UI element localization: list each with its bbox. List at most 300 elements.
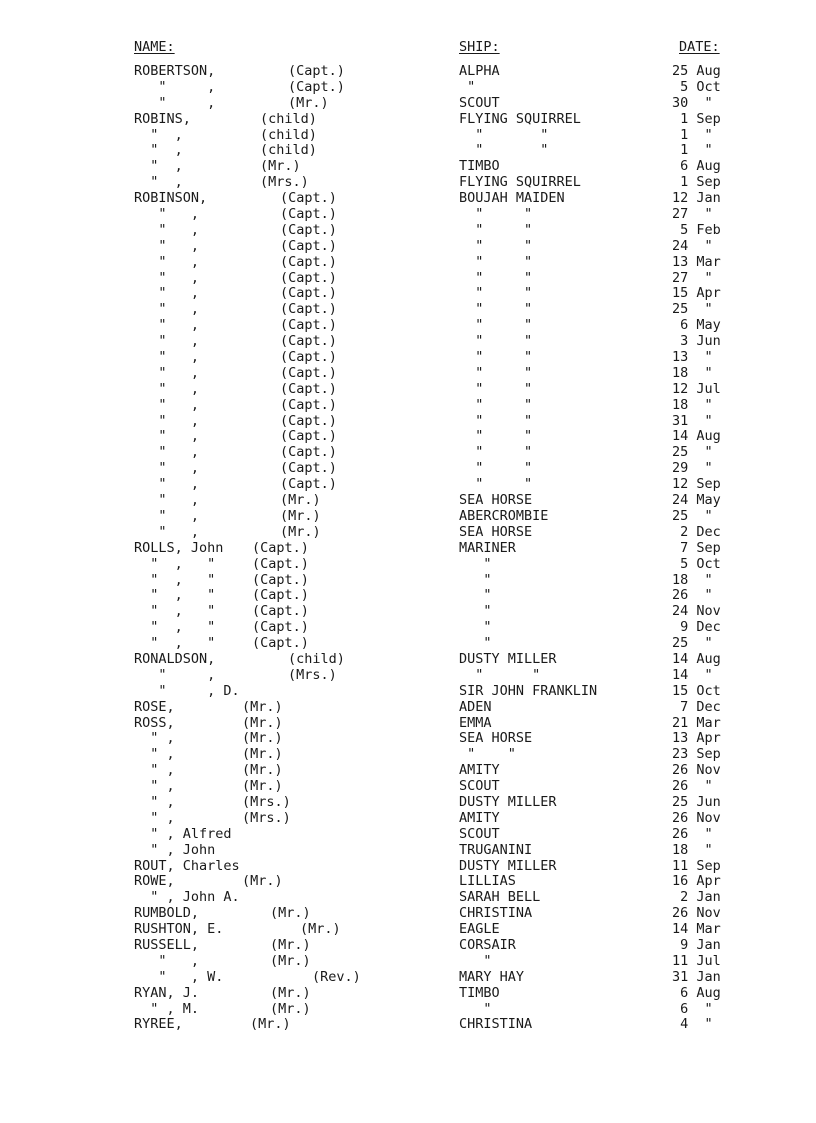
passenger-name: " , [134,126,183,143]
ship-name: " " [459,412,533,429]
passenger-name: " , " [134,603,216,620]
passenger-title: (Capt.) [280,206,337,223]
table-row [0,318,816,334]
ship-name: " " [459,317,533,334]
ship-name: AMITY [459,762,500,779]
table-row [0,509,816,525]
ship-name: FLYING SQUIRREL [459,174,581,191]
arrival-date: 15 Apr [672,285,721,302]
passenger-title: (Capt.) [288,78,345,95]
passenger-name: " , " [134,555,216,572]
passenger-name: RUSHTON, E. [134,921,224,938]
ship-name: BOUJAH MAIDEN [459,190,565,207]
ship-name: MARY HAY [459,968,525,985]
passenger-name: " , John [134,841,216,858]
arrival-date: 5 Oct [672,78,721,95]
arrival-date: 26 Nov [672,762,721,779]
ship-name: " " [459,126,549,143]
table-row [0,477,816,493]
passenger-name: " , [134,809,175,826]
ship-name: " [459,619,492,636]
arrival-date: 13 " [672,349,713,366]
passenger-title: (Capt.) [280,396,337,413]
ship-name: SEA HORSE [459,492,533,509]
passenger-name: " , [134,412,200,429]
arrival-date: 7 Sep [672,539,721,556]
passenger-title: (Mrs.) [260,174,309,191]
passenger-name: ROSE, [134,698,175,715]
passenger-title: (Mr.) [270,952,311,969]
table-row [0,207,816,223]
arrival-date: 15 Oct [672,682,721,699]
arrival-date: 26 " [672,825,713,842]
arrival-date: 14 Mar [672,921,721,938]
passenger-title: (Capt.) [280,221,337,238]
passenger-name: " , [134,253,200,270]
passenger-title: (Capt.) [280,349,337,366]
passenger-name: " , [134,174,183,191]
table-row [0,398,816,414]
passenger-title: (Mr.) [280,492,321,509]
arrival-date: 3 Jun [672,333,721,350]
passenger-title: (Mr.) [242,746,283,763]
table-row [0,700,816,716]
passenger-title: (Capt.) [280,253,337,270]
table-row [0,970,816,986]
ship-name: EAGLE [459,921,500,938]
ship-name: AMITY [459,809,500,826]
arrival-date: 30 " [672,94,713,111]
ship-name: " " [459,349,533,366]
passenger-title: (Mr.) [242,778,283,795]
ship-name: " " [459,301,533,318]
passenger-title: (Mr.) [242,698,283,715]
arrival-date: 11 Sep [672,857,721,874]
table-row [0,112,816,128]
arrival-date: 31 " [672,412,713,429]
ship-name: " " [459,253,533,270]
arrival-date: 18 " [672,571,713,588]
ship-name: TIMBO [459,158,500,175]
table-row [0,604,816,620]
arrival-date: 6 May [672,317,721,334]
arrival-date: 2 Jan [672,889,721,906]
table-row [0,827,816,843]
ship-name: " " [459,380,533,397]
passenger-title: (Capt.) [280,460,337,477]
table-row [0,573,816,589]
table-row [0,652,816,668]
passenger-name: " , [134,333,200,350]
passenger-name: " , [134,476,200,493]
passenger-name: " , [134,746,175,763]
arrival-date: 27 " [672,269,713,286]
passenger-title: (Capt.) [280,285,337,302]
passenger-name: RUMBOLD, [134,905,200,922]
passenger-name: " , " [134,587,216,604]
table-row [0,366,816,382]
ship-name: SEA HORSE [459,730,533,747]
arrival-date: 9 Jan [672,936,721,953]
arrival-date: 7 Dec [672,698,721,715]
table-row [0,96,816,112]
arrival-date: 14 " [672,666,713,683]
passenger-title: (Mr.) [270,936,311,953]
passenger-name: " , [134,158,183,175]
arrival-date: 6 " [672,1000,713,1017]
arrival-date: 25 " [672,444,713,461]
column-headers [0,39,816,57]
table-row [0,159,816,175]
arrival-date: 14 Aug [672,428,721,445]
table-row [0,843,816,859]
ship-name: " [459,78,476,95]
passenger-name: " , [134,666,216,683]
table-row [0,334,816,350]
table-row [0,747,816,763]
passenger-title: (Mr.) [242,730,283,747]
arrival-date: 25 Jun [672,793,721,810]
arrival-date: 9 Dec [672,619,721,636]
passenger-title: (Mr.) [242,714,283,731]
passenger-title: (Capt.) [280,269,337,286]
passenger-title: (Capt.) [280,301,337,318]
table-row [0,493,816,509]
passenger-name: ROBERTSON, [134,63,216,79]
passenger-name: " , [134,349,200,366]
ship-name: EMMA [459,714,492,731]
table-row [0,286,816,302]
ship-name: TIMBO [459,984,500,1001]
table-row [0,986,816,1002]
ship-name: LILLIAS [459,873,516,890]
arrival-date: 12 Jul [672,380,721,397]
table-row [0,716,816,732]
passenger-title: (Mr.) [288,94,329,111]
ship-name: " [459,603,492,620]
passenger-name: " , [134,952,200,969]
passenger-title: (Mr.) [300,921,341,938]
passenger-name: ROBINS, [134,110,191,127]
arrival-date: 23 Sep [672,746,721,763]
passenger-name: " , [134,142,183,159]
arrival-date: 13 Apr [672,730,721,747]
passenger-title: (Mr.) [270,984,311,1001]
passenger-name: " , W. [134,968,224,985]
passenger-name: RONALDSON, [134,650,216,667]
ship-name: CORSAIR [459,936,516,953]
ship-name: " " [459,333,533,350]
passenger-list [0,64,816,1033]
table-row [0,429,816,445]
passenger-title: (child) [260,142,317,159]
arrival-date: 26 Nov [672,809,721,826]
passenger-title: (child) [260,126,317,143]
arrival-date: 31 Jan [672,968,721,985]
arrival-date: 1 " [672,142,713,159]
passenger-name: " , [134,460,200,477]
ship-name: SCOUT [459,94,500,111]
arrival-date: 25 " [672,507,713,524]
passenger-title: (Capt.) [280,428,337,445]
ship-name: ABERCROMBIE [459,507,549,524]
passenger-title: (Mr.) [242,762,283,779]
ship-name: " [459,587,492,604]
table-row [0,795,816,811]
arrival-date: 11 Jul [672,952,721,969]
passenger-title: (Capt.) [252,571,309,588]
arrival-date: 12 Jan [672,190,721,207]
table-row [0,414,816,430]
table-row [0,557,816,573]
passenger-title: (Capt.) [252,603,309,620]
table-row [0,906,816,922]
arrival-date: 14 Aug [672,650,721,667]
passenger-title: (Capt.) [252,619,309,636]
passenger-name: ROSS, [134,714,175,731]
table-row [0,1017,816,1033]
ship-name: " " [459,142,549,159]
arrival-date: 5 Feb [672,221,721,238]
ship-name: CHRISTINA [459,1016,533,1033]
ship-name: ALPHA [459,63,500,79]
passenger-title: (Mr.) [270,1000,311,1017]
ship-name: SCOUT [459,825,500,842]
ship-name: " " [459,269,533,286]
arrival-date: 18 " [672,364,713,381]
table-row [0,445,816,461]
passenger-name: " , [134,507,200,524]
ship-name: DUSTY MILLER [459,793,557,810]
passenger-title: (Capt.) [252,587,309,604]
passenger-name: " , " [134,635,216,652]
table-row [0,541,816,557]
passenger-name: " , [134,730,175,747]
passenger-name: " , [134,221,200,238]
passenger-name: " , [134,285,200,302]
arrival-date: 6 Aug [672,158,721,175]
ship-name: SCOUT [459,778,500,795]
ship-name: " " [459,476,533,493]
table-row [0,223,816,239]
passenger-name: " , [134,793,175,810]
passenger-name: " , " [134,619,216,636]
ship-name: " [459,635,492,652]
passenger-name: " , Alfred [134,825,232,842]
passenger-title: (Capt.) [252,539,309,556]
table-row [0,779,816,795]
arrival-date: 24 Nov [672,603,721,620]
passenger-title: (Capt.) [288,63,345,79]
passenger-name: " , [134,444,200,461]
ship-name: SARAH BELL [459,889,541,906]
table-row [0,302,816,318]
passenger-name: ROLLS, John [134,539,224,556]
passenger-name: " , [134,778,175,795]
passenger-name: " , [134,317,200,334]
table-row [0,350,816,366]
table-row [0,143,816,159]
passenger-title: (Capt.) [280,237,337,254]
passenger-name: " , M. [134,1000,200,1017]
passenger-title: (Capt.) [280,412,337,429]
arrival-date: 1 " [672,126,713,143]
arrival-date: 18 " [672,396,713,413]
ship-name: " " [459,221,533,238]
arrival-date: 25 Aug [672,63,721,79]
ship-name: " " [459,364,533,381]
ship-name: " " [459,460,533,477]
table-row [0,64,816,80]
passenger-name: " , [134,301,200,318]
passenger-title: (Mrs.) [242,793,291,810]
passenger-title: (Capt.) [252,635,309,652]
table-row [0,938,816,954]
passenger-title: (child) [288,650,345,667]
arrival-date: 26 " [672,778,713,795]
date-header: DATE: [679,39,720,55]
passenger-title: (Mr.) [260,158,301,175]
table-row [0,80,816,96]
passenger-name: " , [134,396,200,413]
passenger-title: (Mr.) [250,1016,291,1033]
ship-header: SHIP: [459,39,500,55]
arrival-date: 6 Aug [672,984,721,1001]
passenger-title: (child) [260,110,317,127]
table-row [0,731,816,747]
table-row [0,175,816,191]
table-row [0,684,816,700]
passenger-name: " , [134,428,200,445]
ship-name: " " [459,206,533,223]
passenger-title: (Capt.) [280,333,337,350]
ship-name: MARINER [459,539,516,556]
table-row [0,922,816,938]
ship-name: " " [459,237,533,254]
ship-name: TRUGANINI [459,841,533,858]
table-row [0,668,816,684]
passenger-title: (Capt.) [280,190,337,207]
passenger-title: (Capt.) [280,380,337,397]
arrival-date: 13 Mar [672,253,721,270]
passenger-title: (Rev.) [312,968,361,985]
ship-name: " " [459,396,533,413]
table-row [0,382,816,398]
arrival-date: 1 Sep [672,174,721,191]
table-row [0,191,816,207]
arrival-date: 2 Dec [672,523,721,540]
ship-name: SEA HORSE [459,523,533,540]
passenger-title: (Mr.) [280,523,321,540]
table-row [0,874,816,890]
arrival-date: 18 " [672,841,713,858]
passenger-name: " , [134,762,175,779]
passenger-name: RYAN, J. [134,984,200,1001]
ship-name: " [459,555,492,572]
arrival-date: 26 Nov [672,905,721,922]
passenger-title: (Capt.) [280,317,337,334]
table-row [0,954,816,970]
table-row [0,620,816,636]
arrival-date: 29 " [672,460,713,477]
table-row [0,271,816,287]
table-row [0,763,816,779]
name-header: NAME: [134,39,175,55]
arrival-date: 24 " [672,237,713,254]
passenger-name: " , [134,94,216,111]
passenger-title: (Capt.) [252,555,309,572]
ship-name: " " [459,666,541,683]
ship-name: DUSTY MILLER [459,857,557,874]
arrival-date: 4 " [672,1016,713,1033]
ship-name: FLYING SQUIRREL [459,110,581,127]
table-row [0,636,816,652]
passenger-name: " , [134,237,200,254]
passenger-title: (Mr.) [242,873,283,890]
passenger-name: " , John A. [134,889,240,906]
passenger-title: (Mr.) [280,507,321,524]
arrival-date: 25 " [672,635,713,652]
passenger-name: " , [134,523,200,540]
arrival-date: 24 May [672,492,721,509]
passenger-title: (Mr.) [270,905,311,922]
passenger-name: " , [134,492,200,509]
ship-name: " [459,571,492,588]
arrival-date: 16 Apr [672,873,721,890]
table-row [0,525,816,541]
table-row [0,128,816,144]
passenger-name: " , [134,380,200,397]
ship-name: CHRISTINA [459,905,533,922]
arrival-date: 26 " [672,587,713,604]
arrival-date: 12 Sep [672,476,721,493]
ship-name: " " [459,428,533,445]
ship-name: DUSTY MILLER [459,650,557,667]
table-row [0,859,816,875]
table-row [0,1002,816,1018]
arrival-date: 27 " [672,206,713,223]
table-row [0,255,816,271]
passenger-name: RUSSELL, [134,936,200,953]
passenger-name: ROBINSON, [134,190,208,207]
passenger-name: " , [134,364,200,381]
ship-name: " [459,1000,492,1017]
passenger-name: RYREE, [134,1016,183,1033]
passenger-name: " , " [134,571,216,588]
table-row [0,461,816,477]
passenger-name: " , D. [134,682,240,699]
ship-name: " [459,952,492,969]
table-row [0,588,816,604]
passenger-title: (Capt.) [280,444,337,461]
passenger-name: " , [134,206,200,223]
ship-name: " " [459,285,533,302]
passenger-title: (Capt.) [280,364,337,381]
passenger-name: " , [134,269,200,286]
passenger-title: (Mrs.) [288,666,337,683]
table-row [0,890,816,906]
passenger-name: " , [134,78,216,95]
ship-name: " " [459,746,516,763]
passenger-title: (Capt.) [280,476,337,493]
table-row [0,239,816,255]
passenger-name: ROWE, [134,873,175,890]
arrival-date: 21 Mar [672,714,721,731]
passenger-title: (Mrs.) [242,809,291,826]
ship-name: ADEN [459,698,492,715]
arrival-date: 5 Oct [672,555,721,572]
arrival-date: 25 " [672,301,713,318]
